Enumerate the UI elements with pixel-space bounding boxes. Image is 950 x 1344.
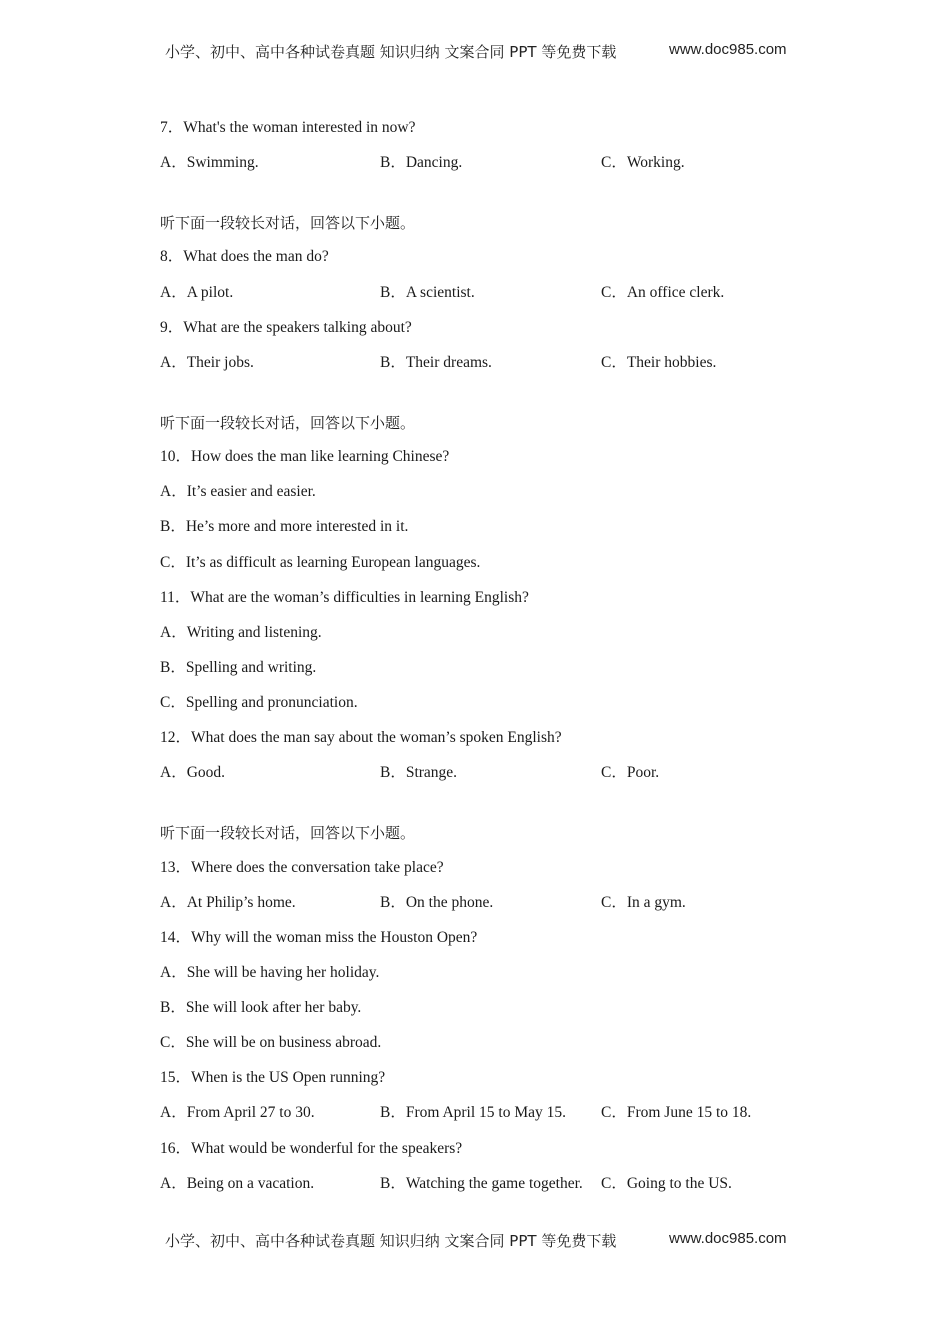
q11-option-b: B．Spelling and writing. xyxy=(160,659,317,676)
q8-option-a: A．A pilot. xyxy=(160,284,234,301)
q12-option-a: A．Good. xyxy=(160,764,226,781)
q13-option-a: A．At Philip’s home. xyxy=(160,894,296,911)
q13-option-b: B．On the phone. xyxy=(380,894,494,911)
question-9: 9．What are the speakers talking about? xyxy=(160,319,412,336)
q8-option-b: B．A scientist. xyxy=(380,284,475,301)
q14-option-b: B．She will look after her baby. xyxy=(160,999,362,1016)
q9-option-a: A．Their jobs. xyxy=(160,354,254,371)
q15-option-a: A．From April 27 to 30. xyxy=(160,1104,315,1121)
section-intro-2: 听下面一段较长对话，回答以下小题。 xyxy=(160,414,416,432)
question-11: 11．What are the woman’s difficulties in learning English? xyxy=(160,589,529,606)
question-13: 13．Where does the conversation take place? xyxy=(160,859,444,876)
footer-text: 小学、初中、高中各种试卷真题 知识归纳 文案合同 PPT 等免费下载 xyxy=(165,1232,617,1250)
header-text: 小学、初中、高中各种试卷真题 知识归纳 文案合同 PPT 等免费下载 xyxy=(165,43,617,61)
q13-option-c: C．In a gym. xyxy=(601,894,686,911)
section-intro-3: 听下面一段较长对话，回答以下小题。 xyxy=(160,824,416,842)
q11-option-c: C．Spelling and pronunciation. xyxy=(160,694,358,711)
q9-option-b: B．Their dreams. xyxy=(380,354,492,371)
q14-option-a: A．She will be having her holiday. xyxy=(160,964,380,981)
question-12: 12．What does the man say about the woman’s spoken English? xyxy=(160,729,562,746)
q16-option-a: A．Being on a vacation. xyxy=(160,1175,315,1192)
q12-option-b: B．Strange. xyxy=(380,764,458,781)
q15-option-b: B．From April 15 to May 15. xyxy=(380,1104,567,1121)
question-8: 8．What does the man do? xyxy=(160,248,329,265)
q10-option-c: C．It’s as difficult as learning European languages. xyxy=(160,554,481,571)
q11-option-a: A．Writing and listening. xyxy=(160,624,322,641)
q8-option-c: C．An office clerk. xyxy=(601,284,725,301)
q12-option-c: C．Poor. xyxy=(601,764,660,781)
q7-option-a: A．Swimming. xyxy=(160,154,259,171)
q10-option-b: B．He’s more and more interested in it. xyxy=(160,518,409,535)
question-15: 15．When is the US Open running? xyxy=(160,1069,386,1086)
question-7: 7．What's the woman interested in now? xyxy=(160,119,416,136)
footer-url[interactable]: www.doc985.com xyxy=(669,1230,787,1247)
q14-option-c: C．She will be on business abroad. xyxy=(160,1034,382,1051)
q16-option-c: C．Going to the US. xyxy=(601,1175,732,1192)
q7-option-b: B．Dancing. xyxy=(380,154,463,171)
header-url[interactable]: www.doc985.com xyxy=(669,41,787,58)
question-14: 14．Why will the woman miss the Houston Open? xyxy=(160,929,478,946)
question-10: 10．How does the man like learning Chinese? xyxy=(160,448,450,465)
question-16: 16．What would be wonderful for the speakers? xyxy=(160,1140,463,1157)
q9-option-c: C．Their hobbies. xyxy=(601,354,717,371)
q16-option-b: B．Watching the game together. xyxy=(380,1175,583,1192)
q15-option-c: C．From June 15 to 18. xyxy=(601,1104,752,1121)
q10-option-a: A．It’s easier and easier. xyxy=(160,483,316,500)
q7-option-c: C．Working. xyxy=(601,154,685,171)
section-intro-1: 听下面一段较长对话，回答以下小题。 xyxy=(160,214,416,232)
